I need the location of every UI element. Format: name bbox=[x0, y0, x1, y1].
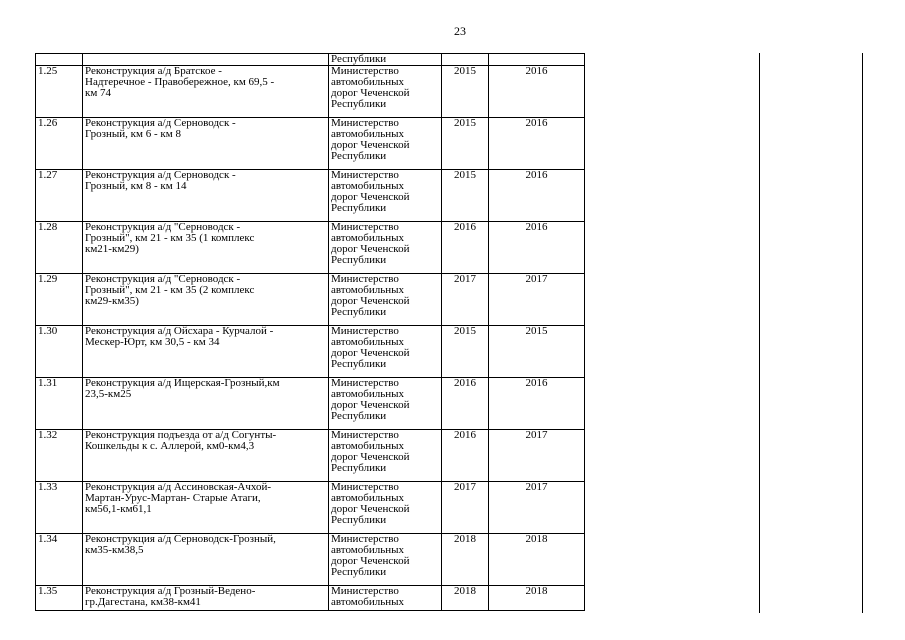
table-row bbox=[36, 274, 585, 326]
row-start-year: 2016 bbox=[454, 221, 476, 233]
cell-num bbox=[36, 54, 83, 66]
cell-num bbox=[36, 222, 83, 274]
cell-start-year bbox=[442, 170, 489, 222]
cell-start-year bbox=[442, 430, 489, 482]
cell-name bbox=[83, 378, 329, 430]
cell-responsible bbox=[329, 118, 442, 170]
cell-name bbox=[83, 66, 329, 118]
row-responsible: Министерство автомобильных дорог Чеченской Республики bbox=[331, 117, 410, 162]
row-end-year: 2017 bbox=[525, 429, 548, 441]
cell-end-year bbox=[489, 222, 585, 274]
row-responsible: Министерство автомобильных дорог Чеченской Республики bbox=[331, 65, 410, 110]
cell-end-year bbox=[489, 274, 585, 326]
cell-start-year bbox=[442, 274, 489, 326]
row-name: Реконструкция а/д Серноводск-Грозный, км35-км38,5 bbox=[85, 533, 276, 556]
cell-start-year bbox=[442, 378, 489, 430]
row-number: 1.27 bbox=[38, 169, 58, 181]
cell-responsible bbox=[329, 326, 442, 378]
table-row bbox=[36, 378, 585, 430]
cell-start-year bbox=[442, 482, 489, 534]
cell-name bbox=[83, 274, 329, 326]
row-name: Реконструкция а/д Грозный-Ведено- гр.Дагестана, км38-км41 bbox=[85, 585, 256, 608]
cell-end-year bbox=[489, 118, 585, 170]
row-end-year: 2016 bbox=[525, 221, 548, 233]
program-table bbox=[35, 53, 585, 611]
table-row-continuation bbox=[36, 54, 585, 66]
cell-num bbox=[36, 118, 83, 170]
row-end-year: 2017 bbox=[525, 273, 548, 285]
cell-num bbox=[36, 586, 83, 611]
cell-num bbox=[36, 326, 83, 378]
row-responsible: Министерство автомобильных дорог Чеченской Республики bbox=[331, 169, 410, 214]
cell-name bbox=[83, 586, 329, 611]
table-row bbox=[36, 430, 585, 482]
cell-responsible bbox=[329, 66, 442, 118]
row-start-year: 2017 bbox=[454, 481, 476, 493]
row-end-year: 2016 bbox=[525, 377, 548, 389]
cell-start-year bbox=[442, 534, 489, 586]
table-row bbox=[36, 586, 585, 611]
cell-num bbox=[36, 66, 83, 118]
row-responsible: Министерство автомобильных дорог Чеченской Республики bbox=[331, 481, 410, 526]
row-name: Реконструкция а/д "Серноводск - Грозный", км 21 - км 35 (2 комплекс км29-км35) bbox=[85, 273, 255, 307]
row-responsible: Министерство автомобильных дорог Чеченской Республики bbox=[331, 533, 410, 578]
column-divider-right bbox=[862, 53, 863, 613]
row-end-year: 2015 bbox=[525, 325, 548, 337]
row-responsible: Министерство автомобильных дорог Чеченской Республики bbox=[331, 377, 410, 422]
row-name: Реконструкция а/д "Серноводск - Грозный", км 21 - км 35 (1 комплекс км21-км29) bbox=[85, 221, 255, 255]
row-responsible: Министерство автомобильных дорог Чеченской Республики bbox=[331, 325, 410, 370]
row-number: 1.33 bbox=[38, 481, 58, 493]
row-number: 1.31 bbox=[38, 377, 58, 389]
cell-name bbox=[83, 222, 329, 274]
row-start-year: 2015 bbox=[454, 325, 476, 337]
row-start-year: 2016 bbox=[454, 429, 476, 441]
responsible-text: Республики bbox=[331, 53, 387, 65]
row-number: 1.34 bbox=[38, 533, 58, 545]
cell-end-year bbox=[489, 378, 585, 430]
cell-start-year bbox=[442, 586, 489, 611]
row-number: 1.26 bbox=[38, 117, 58, 129]
cell-responsible bbox=[329, 54, 442, 66]
row-number: 1.29 bbox=[38, 273, 58, 285]
row-start-year: 2018 bbox=[454, 585, 476, 597]
row-name: Реконструкция а/д Ищерская-Грозный,км 23,5-км25 bbox=[85, 377, 280, 400]
cell-responsible bbox=[329, 222, 442, 274]
cell-responsible bbox=[329, 586, 442, 611]
table-row bbox=[36, 482, 585, 534]
cell-name bbox=[83, 430, 329, 482]
table-row bbox=[36, 534, 585, 586]
row-start-year: 2015 bbox=[454, 169, 476, 181]
cell-start-year bbox=[442, 66, 489, 118]
row-end-year: 2018 bbox=[525, 533, 548, 545]
row-start-year: 2015 bbox=[454, 117, 476, 129]
cell-end-year bbox=[489, 66, 585, 118]
row-responsible: Министерство автомобильных дорог Чеченской Республики bbox=[331, 273, 410, 318]
cell-start-year bbox=[442, 118, 489, 170]
row-responsible: Министерство автомобильных bbox=[331, 585, 404, 608]
row-responsible: Министерство автомобильных дорог Чеченской Республики bbox=[331, 221, 410, 266]
cell-responsible bbox=[329, 170, 442, 222]
cell-responsible bbox=[329, 378, 442, 430]
cell-name bbox=[83, 534, 329, 586]
row-name: Реконструкция а/д Ойсхара - Курчалой - Мескер-Юрт, км 30,5 - км 34 bbox=[85, 325, 274, 348]
cell-end-year bbox=[489, 482, 585, 534]
cell-num bbox=[36, 170, 83, 222]
page-number: 23 bbox=[454, 24, 466, 38]
cell-num bbox=[36, 378, 83, 430]
row-name: Реконструкция а/д Серноводск - Грозный, км 8 - км 14 bbox=[85, 169, 236, 192]
cell-end-year bbox=[489, 326, 585, 378]
row-start-year: 2015 bbox=[454, 65, 476, 77]
cell-start-year bbox=[442, 222, 489, 274]
cell-name bbox=[83, 326, 329, 378]
row-start-year: 2016 bbox=[454, 377, 476, 389]
table-row bbox=[36, 326, 585, 378]
cell-end-year bbox=[489, 586, 585, 611]
row-number: 1.30 bbox=[38, 325, 58, 337]
cell-name bbox=[83, 118, 329, 170]
column-divider-left bbox=[759, 53, 760, 613]
cell-num bbox=[36, 274, 83, 326]
cell-num bbox=[36, 482, 83, 534]
cell-name bbox=[83, 170, 329, 222]
cell-responsible bbox=[329, 534, 442, 586]
row-end-year: 2016 bbox=[525, 169, 548, 181]
cell-end-year bbox=[489, 170, 585, 222]
cell-end-year bbox=[489, 430, 585, 482]
row-number: 1.28 bbox=[38, 221, 58, 233]
row-start-year: 2018 bbox=[454, 533, 476, 545]
table-row bbox=[36, 222, 585, 274]
cell-end-year bbox=[489, 534, 585, 586]
cell-end-year bbox=[489, 54, 585, 66]
row-end-year: 2016 bbox=[525, 65, 548, 77]
cell-responsible bbox=[329, 482, 442, 534]
row-number: 1.32 bbox=[38, 429, 58, 441]
table-row bbox=[36, 170, 585, 222]
cell-start-year bbox=[442, 54, 489, 66]
row-responsible: Министерство автомобильных дорог Чеченской Республики bbox=[331, 429, 410, 474]
row-name: Реконструкция подъезда от а/д Согунты- Кошкельды к с. Аллерой, км0-км4,3 bbox=[85, 429, 277, 452]
cell-name bbox=[83, 482, 329, 534]
row-name: Реконструкция а/д Братское - Надтеречное - Правобережное, км 69,5 - км 74 bbox=[85, 65, 275, 99]
table-row bbox=[36, 66, 585, 118]
row-end-year: 2016 bbox=[525, 117, 548, 129]
cell-responsible bbox=[329, 274, 442, 326]
cell-num bbox=[36, 534, 83, 586]
cell-start-year bbox=[442, 326, 489, 378]
row-end-year: 2017 bbox=[525, 481, 548, 493]
row-name: Реконструкция а/д Ассиновская-Ачхой- Мартан-Урус-Мартан- Старые Атаги, км56,1-км61,1 bbox=[85, 481, 272, 515]
row-number: 1.25 bbox=[38, 65, 58, 77]
row-name: Реконструкция а/д Серноводск - Грозный, км 6 - км 8 bbox=[85, 117, 236, 140]
row-end-year: 2018 bbox=[525, 585, 548, 597]
cell-num bbox=[36, 430, 83, 482]
cell-name bbox=[83, 54, 329, 66]
table-row bbox=[36, 118, 585, 170]
cell-responsible bbox=[329, 430, 442, 482]
row-start-year: 2017 bbox=[454, 273, 476, 285]
row-number: 1.35 bbox=[38, 585, 58, 597]
